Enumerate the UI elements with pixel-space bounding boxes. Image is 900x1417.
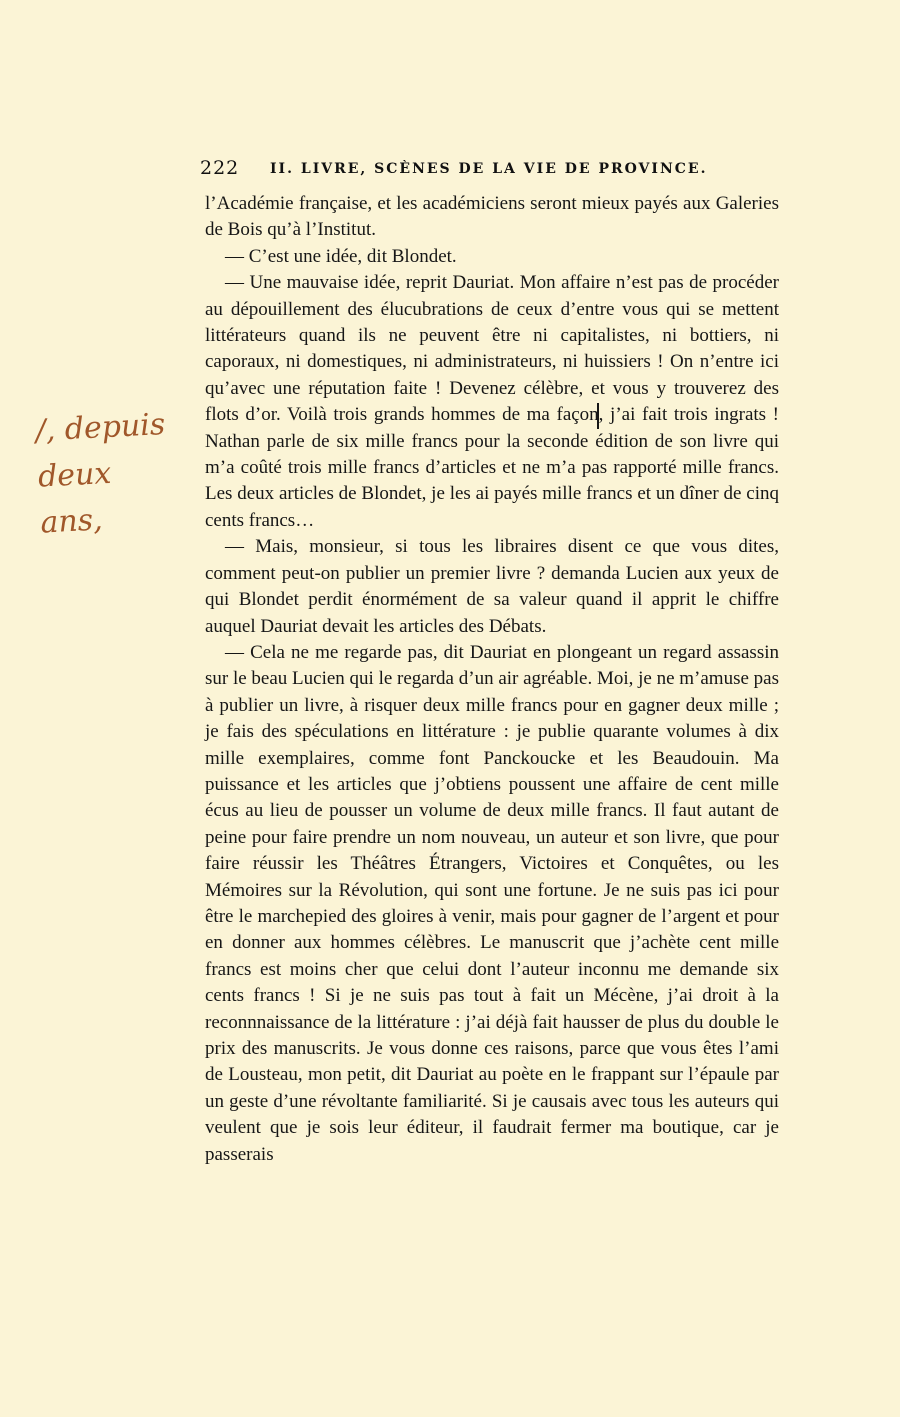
margin-note-line: deux <box>37 455 113 495</box>
paragraph: — Cela ne me regarde pas, dit Dauriat en plongeant un regard assassin sur le beau Lucien qui le regarda d’un air agréable. Moi, je ne m’amuse pas à publier un livre, à risquer deux mille francs pour en gagner deux mille ; je fais des spéculations en littérature : je publie quarante volumes à dix mille exemplaires, comme font Panckoucke et les Beaudouin. Ma puissance et les articles que j’obtiens poussent une affaire de cent mille écus au lieu de pousser un volume de deux mille francs. Il faut autant de peine pour faire prendre un nom nouveau, un auteur et son livre, que pour faire réussir les Théâtres Étrangers, Victoires et Conquêtes, ou les Mémoires sur la Révolution, qui sont une fortune. Je ne suis pas ici pour être le marchepied des gloires à venir, mais pour gagner de l’argent et pour en donner aux hommes célèbres. Le manuscrit que j’achète cent mille francs est moins cher que celui dont l’auteur inconnu me demande six cents francs ! Si je ne suis pas tout à fait un Mécène, j’ai droit à la reconnnaissance de la littérature : j’ai déjà fait hausser de plus du double le prix des manuscrits. Je vous donne ces raisons, parce que vous êtes l’ami de Lousteau, mon petit, dit Dauriat au poète en le frappant sur l’épaule par un geste d’une révoltante familiarité. Si je causais avec tous les auteurs qui veulent que je sois leur éditeur, il faudrait fermer ma boutique, car je passerais <box>205 641 779 1165</box>
running-head: II. LIVRE, SCÈNES DE LA VIE DE PROVINCE. <box>270 161 708 177</box>
body-text <box>205 191 779 1168</box>
page-header <box>200 157 780 179</box>
paragraph: — Mais, monsieur, si tous les libraires disent ce que vous dites, comment peut-on publier un premier livre ? demanda Lucien aux yeux de qui Blondet perdit énormément de sa valeur quand il apprit le chiffre auquel Dauriat devait les articles des Débats. <box>205 536 779 637</box>
paragraph: — C’est une idée, dit Blondet. <box>225 245 457 267</box>
paragraph: l’Académie française, et les académiciens seront mieux payés aux Galeries de Bois qu’à l’Institut. <box>205 193 779 241</box>
page-number: 222 <box>200 157 240 179</box>
margin-note-line: ans, <box>39 502 104 541</box>
handwritten-margin-note <box>34 401 181 546</box>
paragraph: — Une mauvaise idée, reprit Dauriat. Mon affaire n’est pas de procéder au dépouillement des élucubrations de ceux d’entre vous qui se mettent littérateurs quand ils ne peuvent être ni capitalistes, ni bottiers, ni caporaux, ni domestiques, ni administrateurs, ni huissiers ! On n’entre ici qu’avec une réputation faite ! Devenez célèbre, et vous y trouverez des flots d’or. Voilà trois grands hommes de ma façon, j’ai fait trois ingrats ! Nathan parle de six mille francs pour la seconde édition de son livre qui m’a coûté trois mille francs d’articles et ne m’a pas rapporté mille francs. Les deux articles de Blondet, je les ai payés mille francs et un dîner de cinq cents francs… <box>205 272 779 531</box>
margin-note-line: /, depuis <box>34 406 167 449</box>
